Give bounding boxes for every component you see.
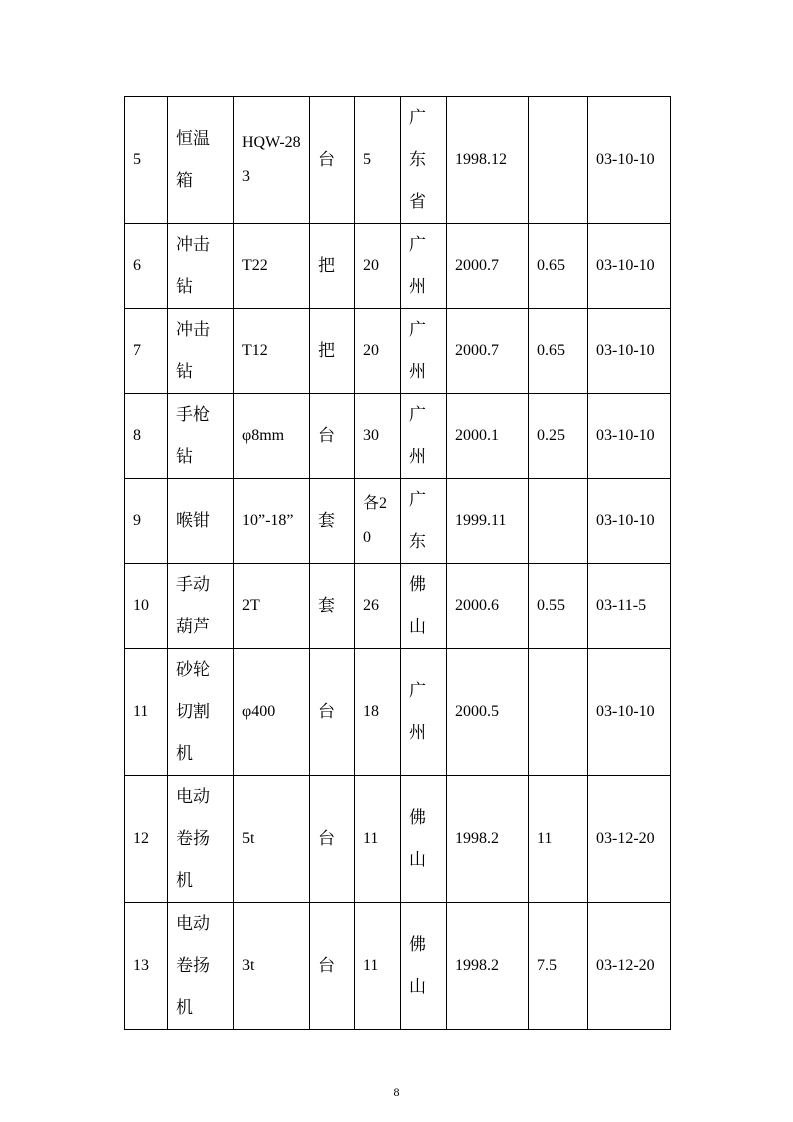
cell-equipment-name: 电动卷扬机 — [168, 776, 234, 903]
cell-unit: 套 — [310, 564, 355, 649]
cell-quantity: 26 — [355, 564, 401, 649]
cell-model-spec: HQW-283 — [234, 97, 310, 224]
cell-origin: 广东 — [401, 479, 447, 564]
cell-manufacture-date: 2000.7 — [447, 224, 529, 309]
equipment-table — [124, 96, 671, 1030]
cell-quantity: 20 — [355, 309, 401, 394]
cell-unit: 台 — [310, 97, 355, 224]
cell-model-spec: T22 — [234, 224, 310, 309]
cell-unit: 台 — [310, 394, 355, 479]
cell-equipment-name: 冲击钻 — [168, 309, 234, 394]
cell-model-spec: φ400 — [234, 649, 310, 776]
cell-origin: 广东省 — [401, 97, 447, 224]
table-row — [125, 309, 671, 394]
cell-row-number: 8 — [125, 394, 168, 479]
table-row — [125, 97, 671, 224]
cell-manufacture-date: 1998.2 — [447, 903, 529, 1030]
cell-origin: 广州 — [401, 224, 447, 309]
cell-inspection-date: 03-10-10 — [588, 394, 671, 479]
cell-row-number: 5 — [125, 97, 168, 224]
cell-manufacture-date: 2000.1 — [447, 394, 529, 479]
cell-unit: 把 — [310, 224, 355, 309]
table-row — [125, 394, 671, 479]
cell-model-spec: 10”-18” — [234, 479, 310, 564]
cell-row-number: 7 — [125, 309, 168, 394]
cell-quantity: 各20 — [355, 479, 401, 564]
cell-origin: 佛山 — [401, 776, 447, 903]
cell-inspection-date: 03-10-10 — [588, 649, 671, 776]
cell-manufacture-date: 1998.12 — [447, 97, 529, 224]
cell-manufacture-date: 1999.11 — [447, 479, 529, 564]
cell-model-spec: 2T — [234, 564, 310, 649]
equipment-table-body — [125, 97, 671, 1030]
table-row — [125, 776, 671, 903]
cell-quantity: 30 — [355, 394, 401, 479]
cell-inspection-date: 03-10-10 — [588, 97, 671, 224]
cell-origin: 广州 — [401, 649, 447, 776]
cell-power: 0.55 — [529, 564, 588, 649]
cell-power: 7.5 — [529, 903, 588, 1030]
table-row — [125, 903, 671, 1030]
cell-equipment-name: 砂轮切割机 — [168, 649, 234, 776]
cell-model-spec: 5t — [234, 776, 310, 903]
cell-row-number: 11 — [125, 649, 168, 776]
cell-quantity: 11 — [355, 903, 401, 1030]
cell-row-number: 12 — [125, 776, 168, 903]
cell-power: 11 — [529, 776, 588, 903]
table-row — [125, 649, 671, 776]
cell-manufacture-date: 1998.2 — [447, 776, 529, 903]
cell-inspection-date: 03-10-10 — [588, 479, 671, 564]
page-number: 8 — [393, 1085, 400, 1099]
cell-origin: 佛山 — [401, 903, 447, 1030]
cell-model-spec: φ8mm — [234, 394, 310, 479]
cell-inspection-date: 03-10-10 — [588, 309, 671, 394]
cell-inspection-date: 03-10-10 — [588, 224, 671, 309]
cell-manufacture-date: 2000.7 — [447, 309, 529, 394]
cell-unit: 把 — [310, 309, 355, 394]
cell-row-number: 10 — [125, 564, 168, 649]
cell-equipment-name: 手枪钻 — [168, 394, 234, 479]
cell-quantity: 5 — [355, 97, 401, 224]
cell-origin: 广州 — [401, 394, 447, 479]
table-row — [125, 479, 671, 564]
cell-model-spec: 3t — [234, 903, 310, 1030]
cell-origin: 佛山 — [401, 564, 447, 649]
cell-unit: 台 — [310, 649, 355, 776]
table-row — [125, 564, 671, 649]
cell-power: 0.25 — [529, 394, 588, 479]
table-row — [125, 224, 671, 309]
cell-power — [529, 649, 588, 776]
cell-manufacture-date: 2000.6 — [447, 564, 529, 649]
cell-row-number: 6 — [125, 224, 168, 309]
cell-equipment-name: 恒温箱 — [168, 97, 234, 224]
cell-unit: 套 — [310, 479, 355, 564]
cell-power: 0.65 — [529, 309, 588, 394]
cell-equipment-name: 电动卷扬机 — [168, 903, 234, 1030]
cell-unit: 台 — [310, 776, 355, 903]
cell-quantity: 18 — [355, 649, 401, 776]
cell-equipment-name: 喉钳 — [168, 479, 234, 564]
cell-inspection-date: 03-12-20 — [588, 776, 671, 903]
cell-inspection-date: 03-12-20 — [588, 903, 671, 1030]
cell-power — [529, 97, 588, 224]
cell-model-spec: T12 — [234, 309, 310, 394]
cell-row-number: 9 — [125, 479, 168, 564]
cell-manufacture-date: 2000.5 — [447, 649, 529, 776]
cell-power — [529, 479, 588, 564]
cell-power: 0.65 — [529, 224, 588, 309]
cell-quantity: 11 — [355, 776, 401, 903]
cell-unit: 台 — [310, 903, 355, 1030]
cell-row-number: 13 — [125, 903, 168, 1030]
cell-inspection-date: 03-11-5 — [588, 564, 671, 649]
cell-quantity: 20 — [355, 224, 401, 309]
cell-equipment-name: 手动葫芦 — [168, 564, 234, 649]
cell-origin: 广州 — [401, 309, 447, 394]
cell-equipment-name: 冲击钻 — [168, 224, 234, 309]
